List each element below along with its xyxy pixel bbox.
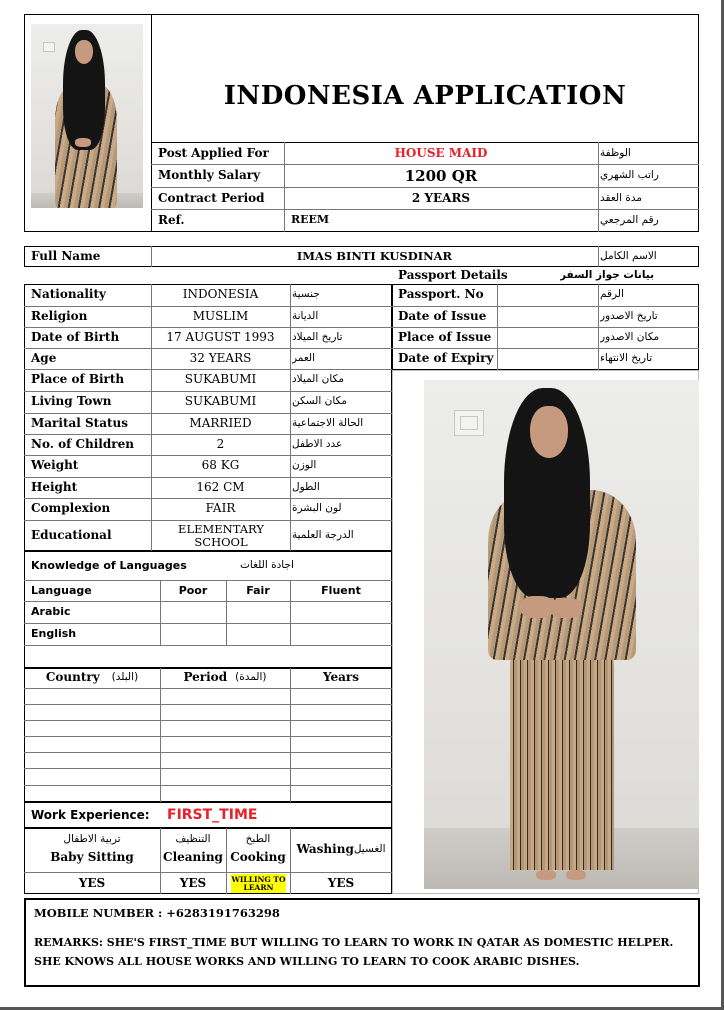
- work-experience-label: Work Experience:: [31, 807, 150, 822]
- period-label: Period: [183, 670, 228, 685]
- country-column-header: [24, 668, 160, 688]
- complexion-arabic: لون البشرة: [292, 502, 342, 515]
- children-value: 2: [216, 436, 225, 451]
- nationality-arabic: جنسية: [292, 288, 320, 301]
- language-column-header: Language: [31, 583, 92, 597]
- date-of-issue-value: [497, 306, 598, 327]
- complexion-label: Complexion: [31, 501, 111, 516]
- place-of-issue-value: [497, 327, 598, 348]
- period-column-header: [160, 668, 290, 688]
- cooking-label: Cooking: [230, 850, 286, 865]
- date-of-expiry-label: Date of Expiry: [398, 351, 494, 366]
- country-label: Country: [45, 670, 100, 685]
- educational-label: Educational: [31, 527, 112, 542]
- baby-sitting-label: Baby Sitting: [50, 850, 134, 865]
- washing-arabic: الغسيل: [353, 843, 386, 856]
- monthly-salary-label: Monthly Salary: [158, 168, 261, 183]
- ref-value: REEM: [291, 213, 330, 227]
- cooking-value: WILLING TO LEARN: [231, 874, 286, 892]
- cooking-arabic: الطبخ: [245, 833, 271, 846]
- post-applied-label: Post Applied For: [158, 145, 269, 160]
- place-of-birth-label: Place of Birth: [31, 372, 125, 387]
- contract-period-arabic: مدة العقد: [600, 191, 642, 204]
- passport-heading-arabic: بيانات جواز السفر: [560, 269, 655, 282]
- washing-label: Washing: [296, 842, 354, 857]
- complexion-value: FAIR: [205, 501, 236, 516]
- post-applied-value: HOUSE MAID: [394, 145, 488, 160]
- place-of-issue-label: Place of Issue: [398, 329, 492, 344]
- poor-column-header: Poor: [178, 583, 208, 597]
- country-arabic: (البلد): [111, 671, 139, 684]
- monthly-salary-value: 1200 QR: [404, 166, 478, 185]
- place-of-birth-value: SUKABUMI: [184, 372, 257, 387]
- passport-no-arabic: الرقم: [600, 288, 624, 301]
- portrait-photo: [31, 24, 143, 208]
- full-body-photo: [424, 380, 699, 889]
- educational-value: ELEMENTARY SCHOOL: [178, 521, 264, 549]
- full-name-label: Full Name: [31, 248, 101, 263]
- ref-label: Ref.: [158, 212, 185, 227]
- languages-heading-arabic: اجادة اللغات: [240, 559, 294, 572]
- dob-label: Date of Birth: [31, 329, 120, 344]
- passport-heading: Passport Details: [398, 268, 508, 283]
- nationality-value: INDONESIA: [182, 287, 259, 302]
- date-of-issue-arabic: تاريخ الاصدور: [600, 309, 658, 322]
- ref-arabic: رقم المرجعي: [600, 213, 659, 226]
- fair-column-header: Fair: [246, 583, 270, 597]
- marital-status-value: MARRIED: [189, 415, 252, 430]
- date-of-issue-label: Date of Issue: [398, 308, 487, 323]
- weight-arabic: الوزن: [292, 459, 317, 472]
- washing-value: YES: [327, 875, 355, 890]
- religion-value: MUSLIM: [192, 308, 249, 323]
- passport-no-label: Passport. No: [398, 287, 484, 302]
- educational-arabic: الدرجة العلمية: [292, 528, 354, 541]
- cleaning-arabic: التنظيف: [175, 833, 211, 846]
- date-of-expiry-value: [497, 348, 598, 370]
- cleaning-label: Cleaning: [163, 850, 223, 865]
- work-experience-value: FIRST_TIME: [167, 806, 258, 823]
- contract-period-label: Contract Period: [158, 190, 265, 205]
- children-label: No. of Children: [31, 436, 134, 451]
- cleaning-value: YES: [179, 875, 207, 890]
- years-column-header: Years: [322, 670, 359, 685]
- children-arabic: عدد الاطفل: [292, 437, 343, 450]
- washing-header: [290, 832, 392, 868]
- remarks-text: REMARKS: SHE'S FIRST_TIME BUT WILLING TO LEARN TO WORK IN QATAR AS DOMESTIC HELPER. SHE KNOWS ALL HOUSE WORKS AND WILLING TO LEARN TO COOK ARABIC DISHES.: [34, 936, 674, 968]
- page-title: INDONESIA APPLICATION: [223, 80, 627, 111]
- language-english-row: English: [31, 627, 77, 641]
- weight-label: Weight: [31, 458, 79, 473]
- weight-value: 68 KG: [201, 458, 240, 473]
- languages-heading: Knowledge of Languages: [31, 558, 187, 572]
- religion-arabic: الديانة: [292, 309, 319, 322]
- contract-period-value: 2 YEARS: [411, 190, 471, 205]
- baby-sitting-value: YES: [78, 875, 106, 890]
- age-arabic: العمر: [292, 351, 316, 364]
- living-town-arabic: مكان السكن: [292, 395, 347, 408]
- religion-label: Religion: [31, 308, 88, 323]
- period-arabic: (المدة): [235, 671, 267, 684]
- marital-status-label: Marital Status: [31, 415, 129, 430]
- passport-no-value: [497, 284, 598, 306]
- marital-status-arabic: الحالة الاجتماعية: [292, 416, 364, 429]
- dob-value: 17 AUGUST 1993: [166, 329, 275, 344]
- height-value: 162 CM: [196, 479, 245, 494]
- date-of-expiry-arabic: تاريخ الانتهاء: [600, 352, 653, 365]
- height-label: Height: [31, 479, 78, 494]
- living-town-value: SUKABUMI: [184, 394, 257, 409]
- place-of-birth-arabic: مكان الميلاد: [292, 373, 344, 386]
- age-value: 32 YEARS: [189, 350, 252, 365]
- age-label: Age: [31, 350, 57, 365]
- full-name-value: IMAS BINTI KUSDINAR: [296, 249, 453, 264]
- fluent-column-header: Fluent: [321, 583, 361, 597]
- height-arabic: الطول: [292, 480, 320, 493]
- language-arabic-row: Arabic: [31, 605, 71, 619]
- place-of-issue-arabic: مكان الاصدور: [600, 330, 660, 343]
- baby-sitting-arabic: تربية الاطفال: [63, 833, 121, 846]
- full-name-arabic: الاسم الكامل: [600, 249, 657, 262]
- dob-arabic: تاريخ الميلاد: [292, 330, 343, 343]
- living-town-label: Living Town: [31, 394, 112, 409]
- mobile-number: MOBILE NUMBER : +6283191763298: [34, 905, 280, 920]
- post-applied-arabic: الوظفة: [600, 146, 631, 159]
- monthly-salary-arabic: راتب الشهري: [600, 169, 659, 182]
- nationality-label: Nationality: [31, 287, 106, 302]
